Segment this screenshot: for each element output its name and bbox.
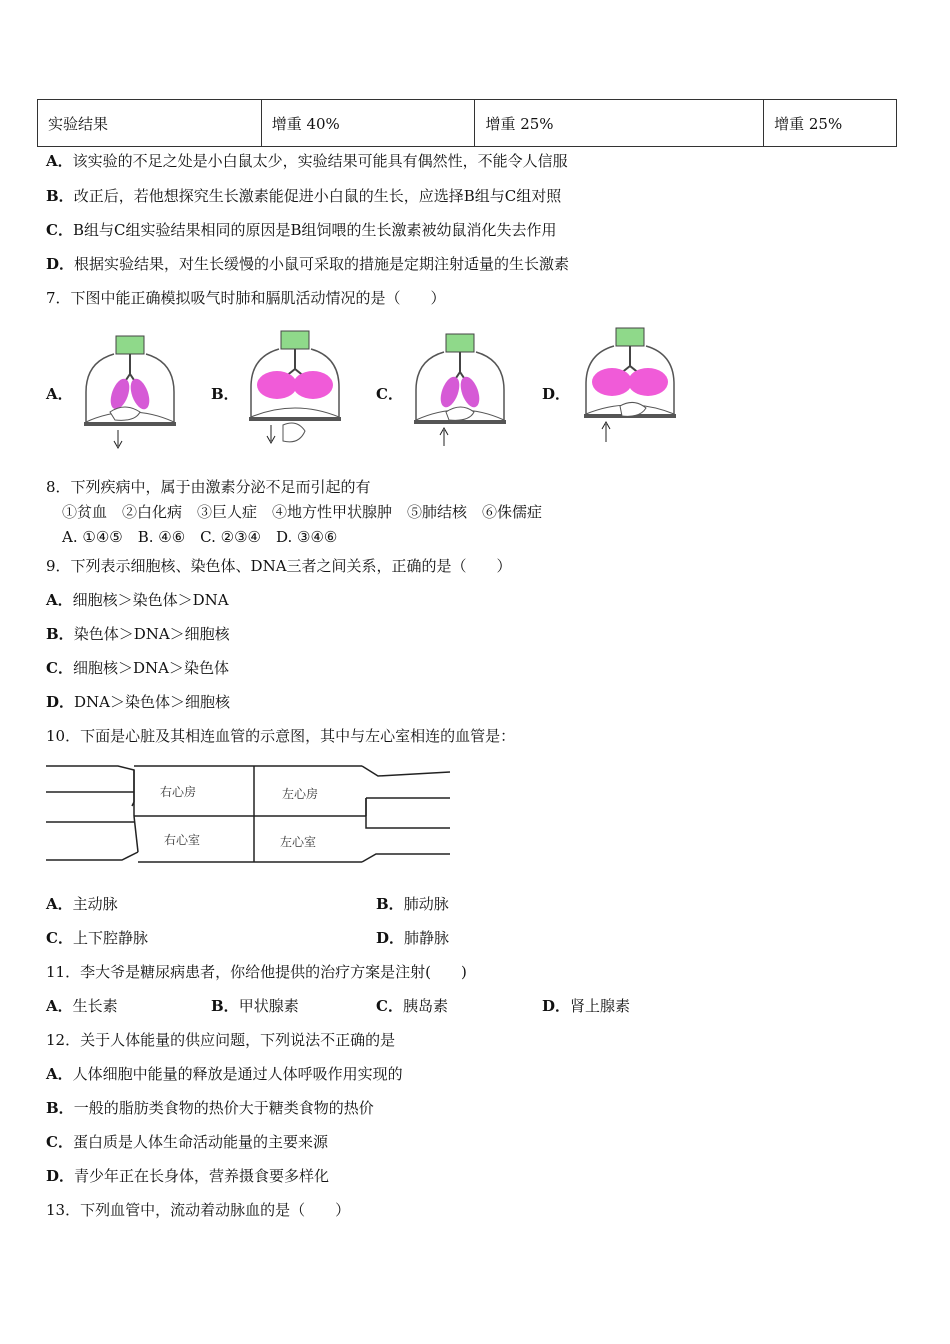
q12-option-b: B．一般的脂肪类食物的热价大于糖类食物的热价 <box>46 1099 374 1117</box>
q7-label-a: A． <box>46 385 73 403</box>
q9-stem: 9．下列表示细胞核、染色体、DNA三者之间关系，正确的是（ ） <box>46 557 512 575</box>
q11-stem: 11．李大爷是糖尿病患者，你给他提供的治疗方案是注射( ) <box>46 963 467 981</box>
table-cell: 增重 25% <box>475 100 764 147</box>
q11-option-d: D．肾上腺素 <box>542 997 631 1015</box>
q12-option-c: C．蛋白质是人体生命活动能量的主要来源 <box>46 1133 328 1151</box>
q11-option-a: A．生长素 <box>46 997 118 1015</box>
table-row-label: 实验结果 <box>38 100 262 147</box>
heart-label-right-ventricle: 右心室 <box>164 833 201 847</box>
q7-stem: 7．下图中能正确模拟吸气时肺和膈肌活动情况的是（ ） <box>46 289 446 307</box>
table-cell: 增重 40% <box>261 100 475 147</box>
q9-option-c: C．细胞核＞DNA＞染色体 <box>46 659 229 677</box>
q6-option-b: B．改正后，若他想探究生长激素能促进小白鼠的生长，应选择B组与C组对照 <box>46 187 562 205</box>
results-table <box>37 99 897 147</box>
q8-choices: A. ①④⑤ B. ④⑥ C. ②③④ D. ③④⑥ <box>62 528 338 546</box>
q6-option-d: D．根据实验结果，对生长缓慢的小鼠可采取的措施是定期注射适量的生长激素 <box>46 255 570 273</box>
bell-jar-diagram-d <box>580 322 680 455</box>
table-cell: 增重 25% <box>764 100 897 147</box>
heart-label-right-atrium: 右心房 <box>160 785 197 799</box>
q10-stem: 10．下面是心脏及其相连血管的示意图，其中与左心室相连的血管是： <box>46 727 516 745</box>
q12-stem: 12．关于人体能量的供应问题，下列说法不正确的是 <box>46 1031 396 1049</box>
q11-option-b: B．甲状腺素 <box>211 997 299 1015</box>
q10-option-d: D．肺静脉 <box>376 929 450 947</box>
bell-jar-diagram-b <box>245 325 345 455</box>
q8-stem: 8．下列疾病中，属于由激素分泌不足而引起的有 <box>46 478 371 496</box>
q10-option-b: B．肺动脉 <box>376 895 449 913</box>
table-row <box>38 100 897 147</box>
bell-jar-diagram-c <box>410 328 510 455</box>
q12-option-a: A．人体细胞中能量的释放是通过人体呼吸作用实现的 <box>46 1065 403 1083</box>
q6-option-c: C．B组与C组实验结果相同的原因是B组饲喂的生长激素被幼鼠消化失去作用 <box>46 221 557 239</box>
heart-label-left-ventricle: 左心室 <box>280 835 317 849</box>
q10-option-c: C．上下腔静脉 <box>46 929 148 947</box>
q12-option-d: D．青少年正在长身体，营养摄食要多样化 <box>46 1167 330 1185</box>
q9-option-b: B．染色体＞DNA＞细胞核 <box>46 625 230 643</box>
q6-option-a: A．该实验的不足之处是小白鼠太少，实验结果可能具有偶然性，不能令人信服 <box>46 152 568 170</box>
q13-stem: 13．下列血管中，流动着动脉血的是（ ） <box>46 1201 351 1219</box>
heart-diagram <box>46 760 452 870</box>
q7-label-c: C． <box>376 385 403 403</box>
q7-label-d: D． <box>542 385 571 403</box>
q10-option-a: A．主动脉 <box>46 895 118 913</box>
q9-option-d: D．DNA＞染色体＞细胞核 <box>46 693 231 711</box>
q8-items: ①贫血 ②白化病 ③巨人症 ④地方性甲状腺肿 ⑤肺结核 ⑥侏儒症 <box>62 503 543 521</box>
q11-option-c: C．胰岛素 <box>376 997 448 1015</box>
q9-option-a: A．细胞核＞染色体＞DNA <box>46 591 229 609</box>
heart-label-left-atrium: 左心房 <box>282 787 319 801</box>
bell-jar-diagram-a <box>80 330 180 455</box>
q7-label-b: B． <box>211 385 239 403</box>
